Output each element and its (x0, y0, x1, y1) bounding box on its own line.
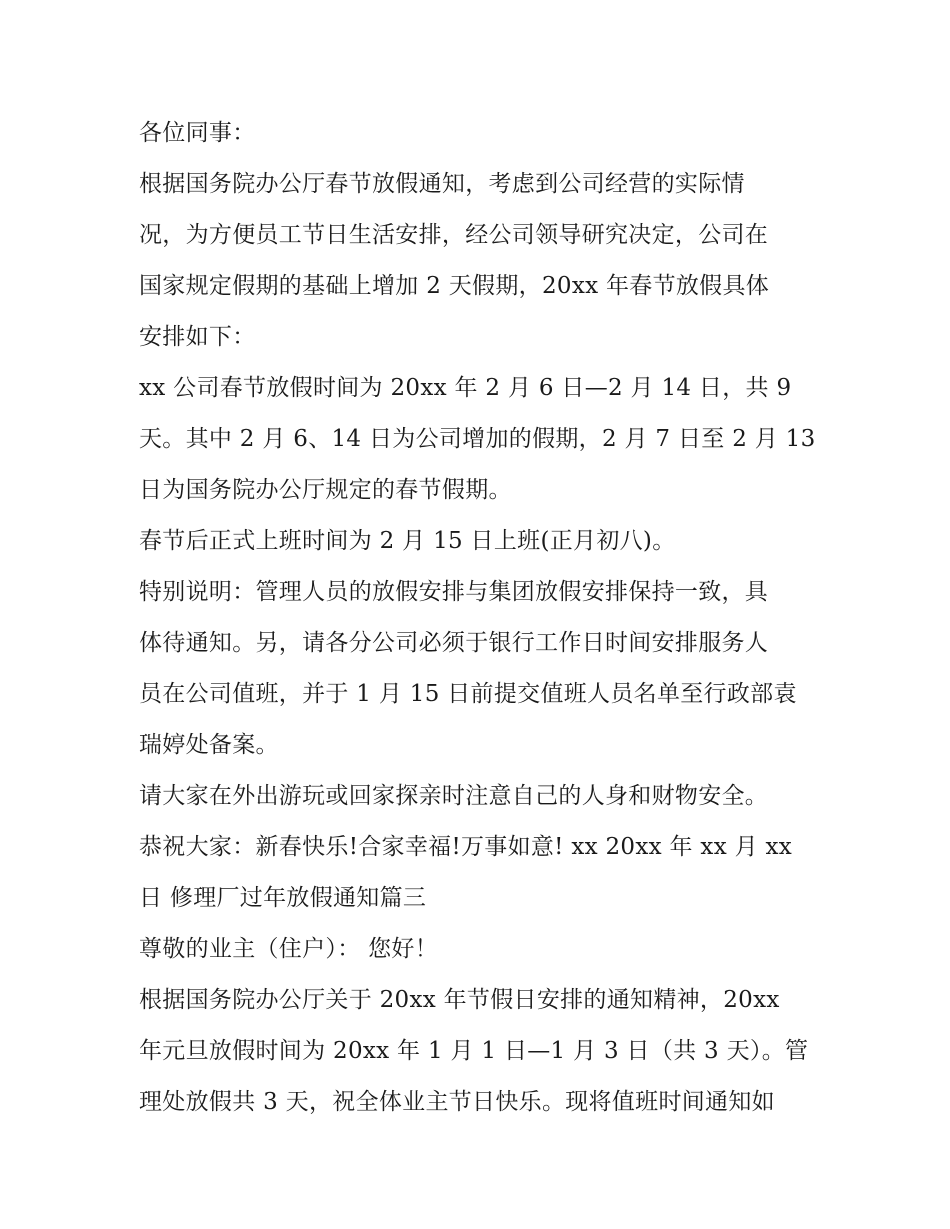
text-line: 特别说明：管理人员的放假安排与集团放假安排保持一致，具 (139, 579, 769, 605)
document-body (139, 108, 839, 1128)
text-line: 请大家在外出游玩或回家探亲时注意自己的人身和财物安全。 (139, 783, 769, 809)
text-line: 恭祝大家：新春快乐!合家幸福!万事如意! xx 20xx 年 xx 月 xx (139, 834, 793, 860)
text-line: 安排如下： (139, 324, 256, 350)
text-line: 日为国务院办公厅规定的春节假期。 (139, 477, 512, 503)
text-line: 国家规定假期的基础上增加 2 天假期，20xx 年春节放假具体 (139, 273, 770, 299)
text-line: 年元旦放假时间为 20xx 年 1 月 1 日—1 月 3 日（共 3 天）。管 (139, 1038, 809, 1064)
text-line: 各位同事： (139, 120, 256, 146)
text-line: 况，为方便员工节日生活安排，经公司领导研究决定，公司在 (139, 222, 769, 248)
text-line: 日 修理厂过年放假通知篇三 (139, 885, 427, 911)
text-line: 体待通知。另，请各分公司必须于银行工作日时间安排服务人 (139, 630, 769, 656)
text-line: 根据国务院办公厅关于 20xx 年节假日安排的通知精神，20xx (139, 987, 780, 1013)
text-line: 尊敬的业主（住户）： 您好！ (139, 936, 439, 962)
text-line: 春节后正式上班时间为 2 月 15 日上班(正月初八)。 (139, 528, 676, 554)
text-line: 根据国务院办公厅春节放假通知，考虑到公司经营的实际情 (139, 171, 745, 197)
text-line: xx 公司春节放假时间为 20xx 年 2 月 6 日—2 月 14 日，共 9 (139, 375, 792, 401)
text-line: 员在公司值班，并于 1 月 15 日前提交值班人员名单至行政部袁 (139, 681, 797, 707)
text-line: 理处放假共 3 天，祝全体业主节日快乐。现将值班时间通知如 (139, 1089, 775, 1115)
text-line: 瑞婷处备案。 (139, 732, 279, 758)
text-line: 天。其中 2 月 6、14 日为公司增加的假期，2 月 7 日至 2 月 13 (139, 426, 816, 452)
